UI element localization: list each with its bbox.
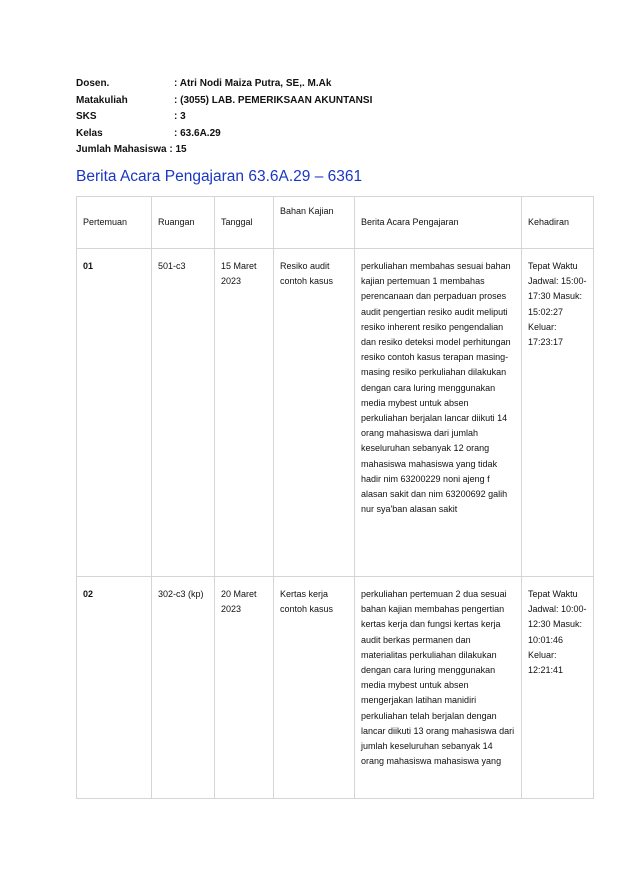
cell-pertemuan: 01 xyxy=(77,249,152,577)
sks-value: : 3 xyxy=(174,111,186,122)
kelas-label: Kelas xyxy=(76,127,103,139)
cell-ruangan: 302-c3 (kp) xyxy=(152,577,215,799)
cell-bahan-kajian: Kertas kerja contoh kasus xyxy=(274,577,355,799)
sks-label: SKS xyxy=(76,111,97,122)
cell-tanggal: 15 Maret 2023 xyxy=(215,249,274,577)
header-bahan-kajian: Bahan Kajian xyxy=(274,197,355,249)
cell-bahan-kajian: Resiko audit contoh kasus xyxy=(274,249,355,577)
dosen-value: : Atri Nodi Maiza Putra, SE,. M.Ak xyxy=(174,78,332,89)
berita-acara-table xyxy=(76,196,594,799)
header-kehadiran: Kehadiran xyxy=(522,197,594,249)
cell-tanggal: 20 Maret 2023 xyxy=(215,577,274,799)
header-tanggal: Tanggal xyxy=(215,197,274,249)
info-kelas xyxy=(76,126,372,143)
jumlah-value: : 15 xyxy=(169,144,187,155)
matakuliah-value: : (3055) LAB. PEMERIKSAAN AKUNTANSI xyxy=(174,94,373,106)
info-matakuliah xyxy=(76,93,372,110)
info-sks xyxy=(76,109,372,126)
cell-pertemuan: 02 xyxy=(77,577,152,799)
matakuliah-label: Matakuliah xyxy=(76,94,128,106)
table-header-row xyxy=(77,197,594,249)
table-row xyxy=(77,249,594,577)
cell-kehadiran: Tepat Waktu Jadwal: 10:00-12:30 Masuk: 10:01:46 Keluar: 12:21:41 xyxy=(522,577,594,799)
table-row xyxy=(77,577,594,799)
dosen-label: Dosen. xyxy=(76,78,110,89)
jumlah-label: Jumlah Mahasiswa xyxy=(76,144,167,155)
kelas-value: : 63.6A.29 xyxy=(174,127,221,139)
header-pertemuan: Pertemuan xyxy=(77,197,152,249)
course-info xyxy=(76,76,372,159)
cell-kehadiran: Tepat Waktu Jadwal: 15:00-17:30 Masuk: 15:02:27 Keluar: 17:23:17 xyxy=(522,249,594,577)
info-jumlah-mahasiswa xyxy=(76,142,372,159)
page-title: Berita Acara Pengajaran 63.6A.29 – 6361 xyxy=(76,168,363,185)
header-ruangan: Ruangan xyxy=(152,197,215,249)
cell-berita-acara: perkuliahan pertemuan 2 dua sesuai bahan kajian membahas pengertian kertas kerja dan fungsi kertas kerja audit berkas permanen dan materialitas perkuliahan dilakukan dengan cara luring menggunakan media mybest untuk absen mengerjakan latihan manidiri perkuliahan telah berjalan dengan lancar diikuti 13 orang mahasiswa dari jumlah keseluruhan sebanyak 14 orang mahasiswa mahasiswa yang xyxy=(355,577,522,799)
cell-berita-acara: perkuliahan membahas sesuai bahan kajian pertemuan 1 membahas perencanaan dan perpaduan proses audit pengertian resiko audit meliputi resiko inherent resiko pengendalian dan resiko deteksi model perhitungan resiko contoh kasus terapan masing-masing resiko perkuliahan dilakukan dengan cara luring menggunakan media mybest untuk absen perkuliahan berjalan lancar diikuti 14 orang mahasiswa dari jumlah keseluruhan sebanyak 12 orang mahasiswa mahasiswa yang tidak hadir nim 63200229 noni ajeng f alasan sakit dan nim 63200692 galih nur sya'ban alasan sakit xyxy=(355,249,522,577)
info-dosen xyxy=(76,76,372,93)
cell-ruangan: 501-c3 xyxy=(152,249,215,577)
header-berita-acara: Berita Acara Pengajaran xyxy=(355,197,522,249)
